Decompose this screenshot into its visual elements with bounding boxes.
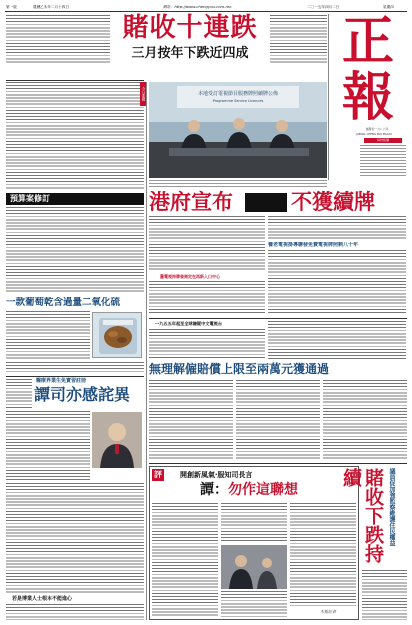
budget-banner	[6, 193, 144, 205]
left-rule-1	[6, 80, 144, 81]
sponsored-headline-row	[200, 481, 356, 499]
lead-headline	[149, 190, 409, 214]
official-portrait-svg	[92, 412, 142, 468]
left-col-divider	[146, 82, 147, 620]
insurance-body-2	[236, 380, 320, 460]
grape-story-text	[6, 311, 90, 359]
commentary-signature: 本報記者	[320, 609, 336, 614]
founded-note: 創辦於一九八六年	[366, 127, 389, 131]
top-left-brief	[6, 15, 110, 63]
lower-rule	[149, 463, 407, 464]
official-photo	[92, 412, 142, 468]
weekday: 星期四	[383, 5, 394, 9]
logo-block	[330, 12, 408, 180]
lead-photo	[149, 82, 327, 178]
deadline-story-right	[268, 321, 406, 359]
doctors-story-text	[6, 411, 90, 481]
doctors-intro	[6, 379, 32, 409]
sponsored-headline: 勿作這聯想	[228, 482, 298, 498]
side-rail-text: 今日要聞	[142, 87, 146, 101]
vertical-feature-sub: 議員促加強監察維護住民權益	[388, 468, 395, 546]
budget-banner-text: 預算案修訂	[10, 194, 50, 203]
insurance-body-1	[149, 380, 233, 460]
logo-english: JORNAL CHENG PAO MACAU	[356, 133, 393, 136]
price-tag	[364, 138, 402, 143]
lead-headline-a: 港府宣布	[149, 190, 233, 214]
commentary-text-2	[221, 503, 287, 543]
grape-headline: 一款葡萄乾含過量二氧化硫	[6, 297, 121, 308]
doctors-headline: 譚司亦感詫異	[34, 385, 131, 404]
lead-headline-b: 不獲續牌	[291, 190, 375, 214]
svg-text:本地受訂電視節目服務牌照續牌公佈: 本地受訂電視節目服務牌照續牌公佈	[197, 91, 279, 97]
commentary-text-4	[290, 503, 356, 607]
svg-text:Programme Service Licences: Programme Service Licences	[212, 99, 264, 103]
bottom-left-text	[6, 604, 144, 620]
top-story-subhead: 三月按年下跌近四成	[131, 46, 249, 61]
commentary-photo	[221, 545, 287, 589]
insurance-body-3	[323, 380, 407, 460]
deadline-kicker: 一九五五年起至全球嫌疑中文電視台	[155, 321, 223, 326]
raisin-pack-svg	[93, 313, 142, 358]
left-rule-2	[6, 376, 144, 377]
meeting-photo-svg	[221, 545, 287, 589]
vertical-feature-headline: 賭收下跌持續	[340, 468, 384, 563]
sponsored-kicker: 開創新風氣‧服知司長言	[180, 471, 253, 479]
left-story-3	[6, 362, 144, 374]
logo-divider	[328, 14, 329, 180]
press-conference-svg	[149, 82, 327, 178]
tv-kicker: 舊電視持牌發商定在再新入口中心	[160, 274, 220, 279]
sponsored-prefix: 譚：	[200, 482, 228, 498]
commentary-tag: 評	[154, 470, 162, 479]
doctors-kicker: 醫療界業生免實習註冊	[36, 378, 87, 384]
deadline-story	[149, 329, 265, 359]
mid-rule	[149, 318, 407, 319]
lead-body-4	[149, 281, 265, 315]
lead-redacted-block	[245, 193, 287, 212]
top-right-brief	[270, 15, 327, 63]
left-story-2	[6, 207, 144, 293]
lead-body-2	[268, 216, 406, 240]
raisin-product-image	[92, 312, 142, 358]
page-label: 第一版	[6, 5, 17, 9]
lead-body-3	[268, 250, 406, 314]
lunar-date: 農曆乙未年二月十四日	[33, 5, 69, 9]
commentary-text-3	[221, 591, 287, 617]
contact-info	[360, 145, 406, 177]
website[interactable]: 網址：http://www.chengyou.com.mo	[163, 4, 232, 9]
logo-top: 正	[341, 11, 394, 72]
bottom-left-headline: 若是博業人士根本不能進心	[12, 596, 73, 602]
commentary-text-1	[152, 503, 218, 617]
price-label: 每份售價	[376, 138, 389, 142]
date: 二〇一五年四月二日	[307, 5, 340, 9]
insurance-headline: 無理解僱賠償上限至兩萬元獲通過	[149, 362, 330, 376]
lead-body-1	[149, 216, 265, 272]
logo-bottom: 報	[341, 67, 394, 128]
lead-photo-caption	[149, 180, 327, 188]
tv-tail-headline: 養老電視掛導聯發免費電視牌照剩八十年	[268, 242, 359, 248]
left-story-1	[6, 82, 144, 190]
commentary-box	[149, 466, 359, 620]
vertical-feature-body	[362, 570, 407, 620]
doctors-story-text-2	[6, 483, 144, 593]
top-story-headline: 賭收十連跌	[122, 13, 258, 43]
